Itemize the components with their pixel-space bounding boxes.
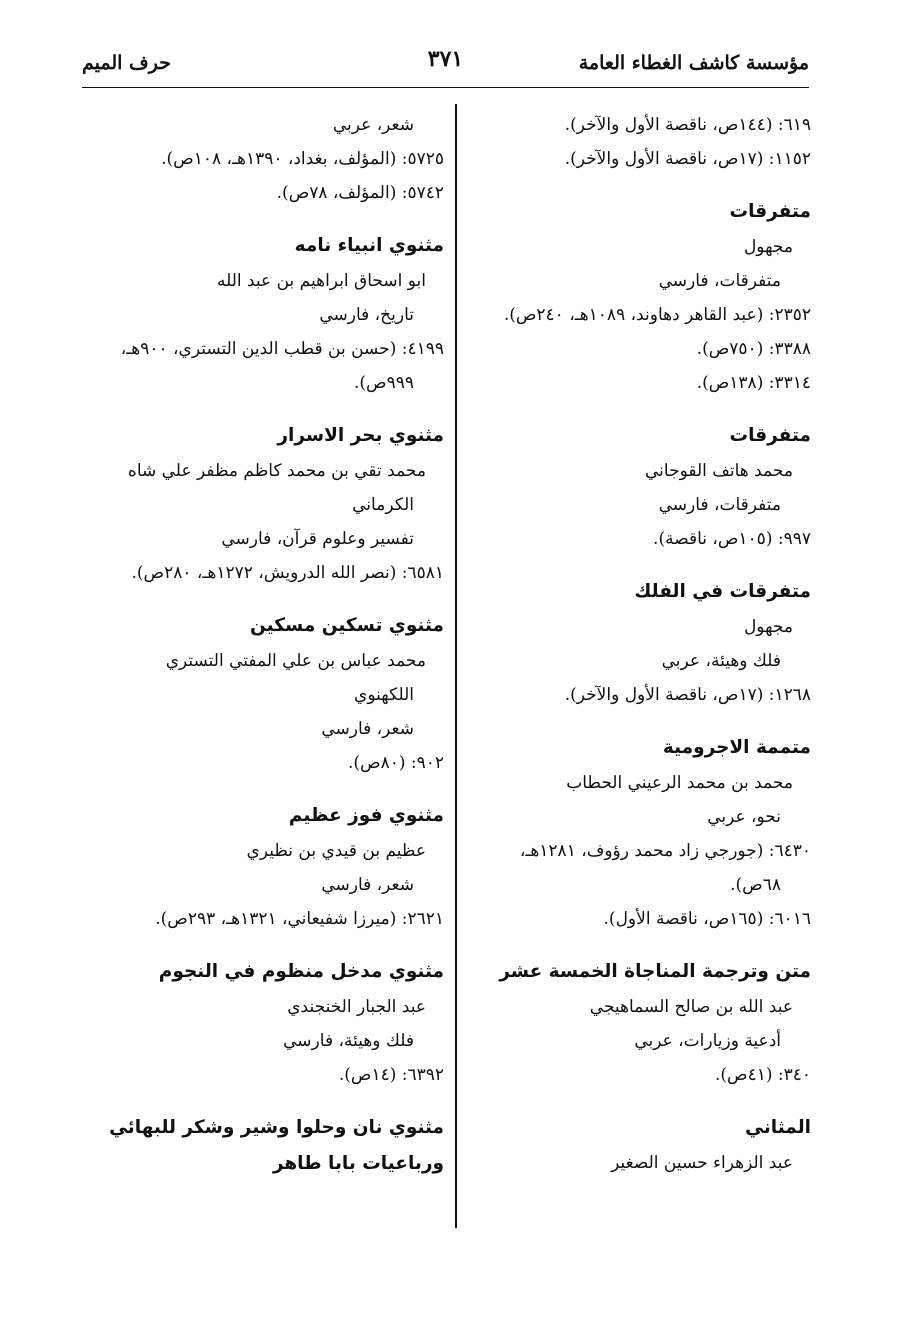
entry-spacer	[69, 400, 444, 418]
page-number: ٣٧١	[427, 46, 464, 72]
entry-record: ٥٧٢٥: (المؤلف، بغداد، ١٣٩٠هـ، ١٠٨ص).	[161, 149, 444, 169]
entry-author: محمد بن محمد الرعيني الحطاب	[566, 773, 793, 793]
entry-spacer	[69, 210, 444, 228]
entry-subject: شعر، عربي	[332, 115, 414, 135]
entry-title: ورباعيات بابا طاهر	[272, 1153, 444, 1174]
left-column	[69, 108, 444, 1182]
entry-spacer	[69, 590, 444, 608]
entry-title: متممة الاجرومية	[662, 737, 811, 758]
entry-record: ٤١٩٩: (حسن بن قطب الدين التستري، ٩٠٠هـ،	[120, 339, 444, 359]
entry-subject: تاريخ، فارسي	[319, 305, 414, 325]
entry-record: ١٢٦٨: (١٧ص، ناقصة الأول والآخر).	[564, 685, 811, 705]
entry-title: متن وترجمة المناجاة الخمسة عشر	[499, 961, 811, 982]
entry-author: محمد تقي بن محمد كاظم مظفر علي شاه	[127, 461, 426, 481]
entry-record: ٦١٩: (١٤٤ص، ناقصة الأول والآخر).	[564, 115, 811, 135]
entry-title: مثنوي انبياء نامه	[294, 235, 444, 256]
entry-title: مثنوي فوز عظيم	[288, 805, 444, 826]
entry-title: مثنوي تسكين مسكين	[250, 615, 444, 636]
section-name: حرف الميم	[82, 52, 171, 74]
entry-subject: شعر، فارسي	[321, 875, 414, 895]
entry-subject: متفرقات، فارسي	[658, 495, 781, 515]
entry-record: ٢٦٢١: (ميرزا شفيعاني، ١٣٢١هـ، ٢٩٣ص).	[155, 909, 444, 929]
entry-spacer	[471, 556, 811, 574]
entry-author: عظيم بن قيدي بن نظيري	[246, 841, 426, 861]
publisher-name: مؤسسة كاشف الغطاء العامة	[578, 52, 809, 74]
entry-record: ٦٨ص).	[730, 875, 781, 895]
entry-record: ٣٤٠: (٤١ص).	[714, 1065, 811, 1085]
entry-subject: متفرقات، فارسي	[658, 271, 781, 291]
entry-record: ٣٣٨٨: (٧٥٠ص).	[696, 339, 811, 359]
entry-title: مثنوي نان وحلوا وشير وشكر للبهائي	[109, 1117, 444, 1138]
entry-author: اللكهنوي	[354, 685, 414, 705]
entry-subject: نحو، عربي	[707, 807, 781, 827]
entry-author: مجهول	[743, 237, 793, 257]
entry-record: ١١٥٢: (١٧ص، ناقصة الأول والآخر).	[564, 149, 811, 169]
entry-subject: فلك وهيئة، فارسي	[283, 1031, 414, 1051]
entry-spacer	[69, 936, 444, 954]
entry-record: ٢٣٥٢: (عبد القاهر دهاوند، ١٠٨٩هـ، ٢٤٠ص).	[503, 305, 811, 325]
entry-title: مثنوي بحر الاسرار	[277, 425, 444, 446]
entry-record: ٩٩٩ص).	[354, 373, 414, 393]
column-divider	[455, 104, 457, 1228]
entry-record: ٦٤٣٠: (جورجي زاد محمد رؤوف، ١٢٨١هـ،	[519, 841, 811, 861]
entry-spacer	[69, 780, 444, 798]
entry-title: المثاني	[745, 1117, 811, 1138]
entry-record: ٦٣٩٢: (١٤ص).	[338, 1065, 444, 1085]
entry-record: ٣٣١٤: (١٣٨ص).	[696, 373, 811, 393]
entry-subject: فلك وهيئة، عربي	[661, 651, 781, 671]
entry-author: عبد الجبار الخنجندي	[287, 997, 426, 1017]
header-rule	[82, 87, 809, 88]
entry-title: متفرقات	[729, 201, 811, 222]
entry-record: ٦٥٨١: (نصر الله الدرويش، ١٢٧٢هـ، ٢٨٠ص).	[131, 563, 444, 583]
entry-spacer	[471, 936, 811, 954]
entry-author: محمد عباس بن علي المفتي التستري	[165, 651, 426, 671]
entry-subject: أدعية وزيارات، عربي	[634, 1031, 781, 1051]
entry-spacer	[471, 176, 811, 194]
entry-author: ابو اسحاق ابراهيم بن عبد الله	[216, 271, 426, 291]
entry-spacer	[471, 1092, 811, 1110]
entry-record: ٥٧٤٢: (المؤلف، ٧٨ص).	[276, 183, 444, 203]
entry-record: ٩٩٧: (١٠٥ص، ناقصة).	[653, 529, 811, 549]
entry-title: متفرقات	[729, 425, 811, 446]
entry-subject: شعر، فارسي	[321, 719, 414, 739]
entry-author: عبد الله بن صالح السماهيجي	[589, 997, 793, 1017]
entry-title: متفرقات في الفلك	[634, 581, 811, 602]
entry-spacer	[69, 1092, 444, 1110]
entry-spacer	[471, 400, 811, 418]
entry-author: محمد هاتف القوجاني	[645, 461, 793, 481]
entry-subject: تفسير وعلوم قرآن، فارسي	[221, 529, 414, 549]
entry-author: الكرماني	[352, 495, 414, 515]
right-column	[471, 108, 811, 1180]
entry-author: عبد الزهراء حسين الصغير	[611, 1153, 793, 1173]
entry-spacer	[471, 712, 811, 730]
entry-title: مثنوي مدخل منظوم في النجوم	[158, 961, 444, 982]
entry-record: ٩٠٢: (٨٠ص).	[347, 753, 444, 773]
entry-author: مجهول	[743, 617, 793, 637]
page-header	[82, 46, 809, 82]
entry-record: ٦٠١٦: (١٦٥ص، ناقصة الأول).	[603, 909, 811, 929]
